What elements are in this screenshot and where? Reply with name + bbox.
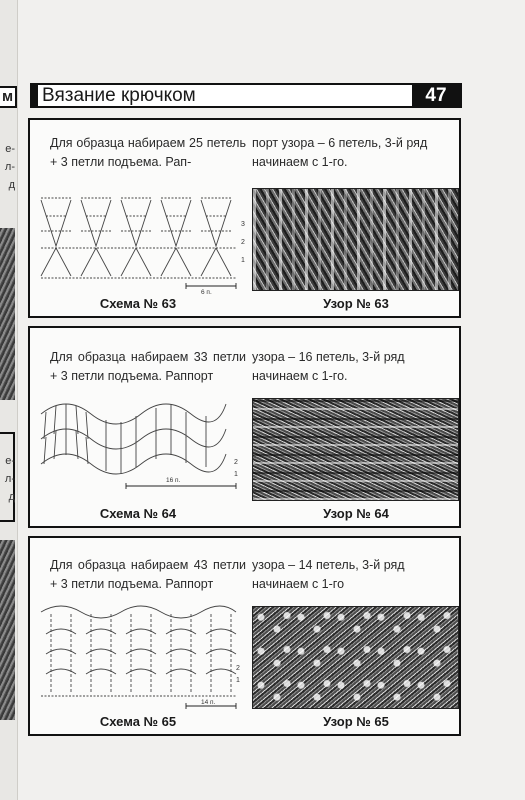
previous-page-text: е- л- д <box>4 143 15 191</box>
row-label: 2 <box>236 665 240 672</box>
row-label: 1 <box>241 257 245 264</box>
pattern-photo-65 <box>252 606 459 709</box>
repeat-label: 16 п. <box>166 477 181 484</box>
previous-page-text-lower: е- л- д <box>4 455 15 503</box>
pattern-photo-64 <box>252 398 459 501</box>
crochet-scheme-63 <box>36 186 245 296</box>
pattern-section-65 <box>28 536 461 736</box>
description-right: узора – 14 петель, 3-й ряд начинаем с 1-го <box>252 558 405 591</box>
scheme-caption: Схема № 65 <box>99 714 177 729</box>
row-label: 1 <box>236 677 240 684</box>
pattern-section-63 <box>28 118 461 318</box>
page-header <box>30 83 462 108</box>
crochet-scheme-64 <box>36 394 241 504</box>
scheme-caption: Схема № 64 <box>99 506 177 521</box>
description-left: Для образца набираем 25 петель + 3 петли подъема. Рап- <box>50 136 246 169</box>
description-right: узора – 16 петель, 3-й ряд начинаем с 1-го. <box>252 350 405 383</box>
repeat-label: 6 п. <box>201 289 212 296</box>
description-left: Для образца набираем 43 петли + 3 петли подъема. Раппорт <box>50 558 246 591</box>
page-title: Вязание крючком <box>42 85 196 106</box>
pattern-photo-63 <box>252 188 459 291</box>
description-left: Для образца набираем 33 петли + 3 петли подъема. Раппорт <box>50 350 246 383</box>
pattern-caption: Узор № 64 <box>323 506 389 521</box>
row-label: 1 <box>234 471 238 478</box>
pattern-caption: Узор № 65 <box>323 714 389 729</box>
scheme-caption: Схема № 63 <box>99 296 177 311</box>
description-right: порт узора – 6 петель, 3-й ряд начинаем с 1-го. <box>252 136 428 169</box>
previous-page-edge <box>0 0 18 800</box>
row-label: 3 <box>241 221 245 228</box>
crochet-scheme-65 <box>36 604 241 714</box>
page-number: 47 <box>412 85 460 106</box>
pattern-section-64 <box>28 326 461 528</box>
row-label: 2 <box>234 459 238 466</box>
repeat-label: 14 п. <box>201 699 216 706</box>
previous-page-tab: м <box>0 86 17 108</box>
pattern-caption: Узор № 63 <box>323 296 389 311</box>
row-label: 2 <box>241 239 245 246</box>
previous-page-image-lower <box>0 540 15 720</box>
previous-page-image <box>0 228 15 400</box>
